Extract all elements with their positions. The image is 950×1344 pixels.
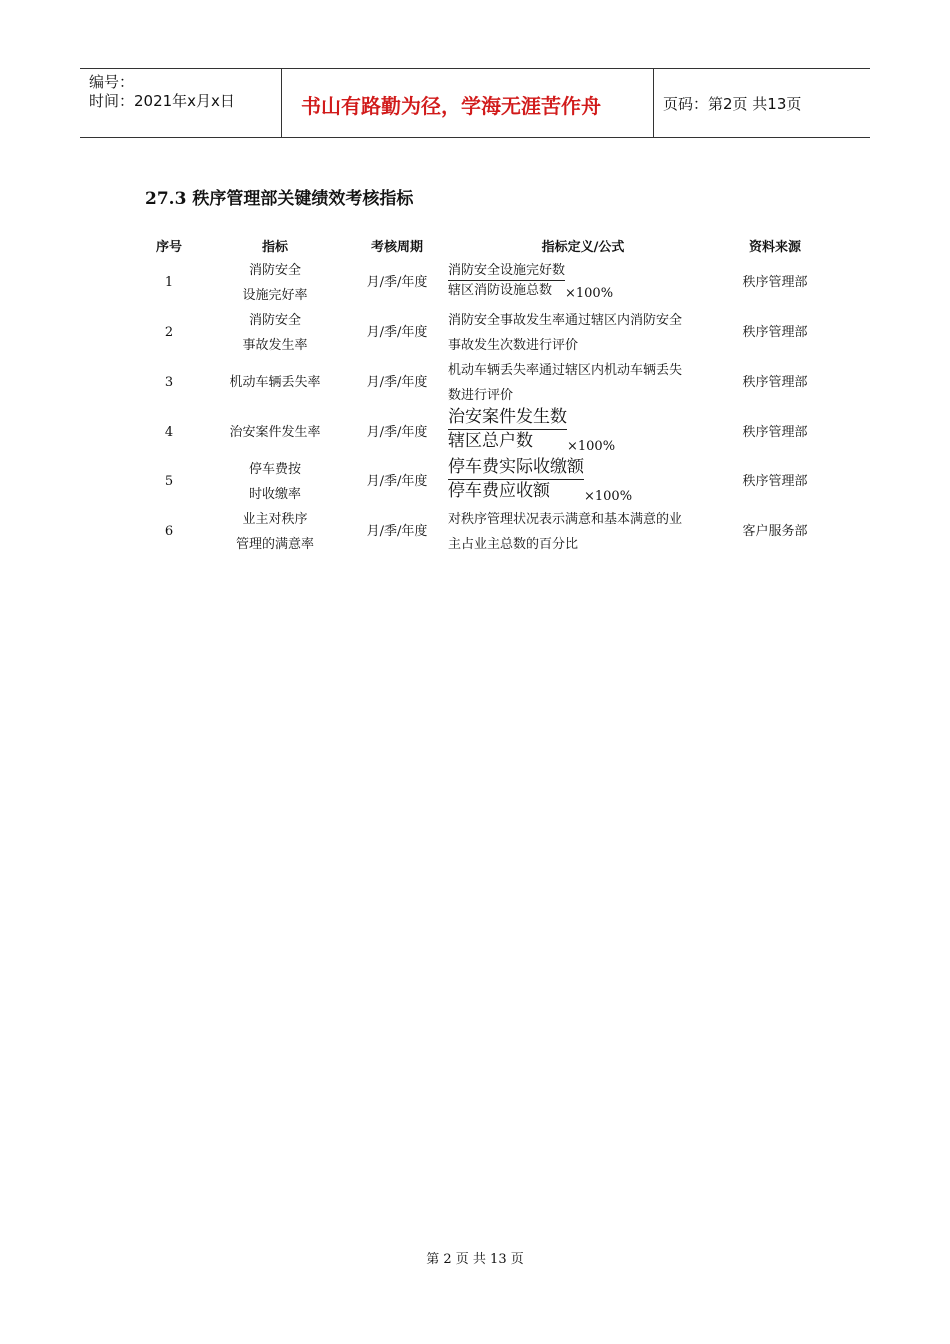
row-definition-line2: 事故发生次数进行评价 xyxy=(448,338,579,353)
row-definition-line1: 消防安全事故发生率通过辖区内消防安全 xyxy=(448,313,683,328)
row-period: 月/季/年度 xyxy=(366,375,428,390)
row-period: 月/季/年度 xyxy=(366,325,428,340)
row-indicator-line1: 机动车辆丢失率 xyxy=(229,375,321,390)
row-indicator-line2: 时收缴率 xyxy=(248,487,302,502)
page-info: 页码：第2页 共13页 xyxy=(663,95,802,113)
formula-multiplier: ×100% xyxy=(565,286,614,301)
row-source: 秩序管理部 xyxy=(742,474,808,489)
section-title: 27.3 秩序管理部关键绩效考核指标 xyxy=(145,189,414,209)
row-indicator-line1: 治安案件发生率 xyxy=(229,425,321,440)
row-indicator-line2: 设施完好率 xyxy=(242,288,308,303)
page-footer: 第 2 页 共 13 页 xyxy=(426,1252,524,1267)
formula-numerator: 消防安全设施完好数 xyxy=(448,262,565,281)
col-header-period: 考核周期 xyxy=(370,240,424,255)
header-motto-cell xyxy=(281,69,654,137)
row-period: 月/季/年度 xyxy=(366,275,428,290)
row-source: 客户服务部 xyxy=(742,524,808,539)
formula-denominator: 辖区总户数 xyxy=(448,431,533,451)
row-no: 1 xyxy=(164,275,174,290)
row-indicator-line1: 消防安全 xyxy=(248,263,302,278)
row-source: 秩序管理部 xyxy=(742,275,808,290)
formula-numerator: 停车费实际收缴额 xyxy=(448,456,584,480)
row-no: 2 xyxy=(164,325,174,340)
col-header-definition: 指标定义/公式 xyxy=(541,240,625,255)
row-indicator-line2: 事故发生率 xyxy=(242,338,308,353)
row-definition-line1: 机动车辆丢失率通过辖区内机动车辆丢失 xyxy=(448,363,683,378)
code-label: 编号： xyxy=(89,73,135,91)
row-definition-line2: 主占业主总数的百分比 xyxy=(448,537,579,552)
row-source: 秩序管理部 xyxy=(742,375,808,390)
row-indicator-line2: 管理的满意率 xyxy=(235,537,315,552)
row-indicator-line1: 业主对秩序 xyxy=(242,512,308,527)
formula-numerator: 治安案件发生数 xyxy=(448,406,567,430)
formula-denominator: 停车费应收额 xyxy=(448,481,550,501)
col-header-no: 序号 xyxy=(155,240,183,255)
col-header-source: 资料来源 xyxy=(748,240,802,255)
row-period: 月/季/年度 xyxy=(366,474,428,489)
row-period: 月/季/年度 xyxy=(366,524,428,539)
row-indicator-line1: 停车费按 xyxy=(248,462,302,477)
row-source: 秩序管理部 xyxy=(742,325,808,340)
formula-multiplier: ×100% xyxy=(584,489,633,504)
row-source: 秩序管理部 xyxy=(742,425,808,440)
motto: 书山有路勤为径，学海无涯苦作舟 xyxy=(301,94,601,118)
row-no: 5 xyxy=(164,474,174,489)
header-meta xyxy=(80,69,282,137)
formula-multiplier: ×100% xyxy=(567,439,616,454)
row-definition-line2: 数进行评价 xyxy=(448,388,514,403)
time-label: 时间：2021年x月x日 xyxy=(89,92,235,110)
row-no: 4 xyxy=(164,425,174,440)
page-header xyxy=(80,68,870,138)
formula-denominator: 辖区消防设施总数 xyxy=(448,283,553,298)
row-period: 月/季/年度 xyxy=(366,425,428,440)
row-indicator-line1: 消防安全 xyxy=(248,313,302,328)
col-header-indicator: 指标 xyxy=(261,240,289,255)
row-no: 6 xyxy=(164,524,174,539)
row-definition-line1: 对秩序管理状况表示满意和基本满意的业 xyxy=(448,512,683,527)
row-no: 3 xyxy=(164,375,174,390)
